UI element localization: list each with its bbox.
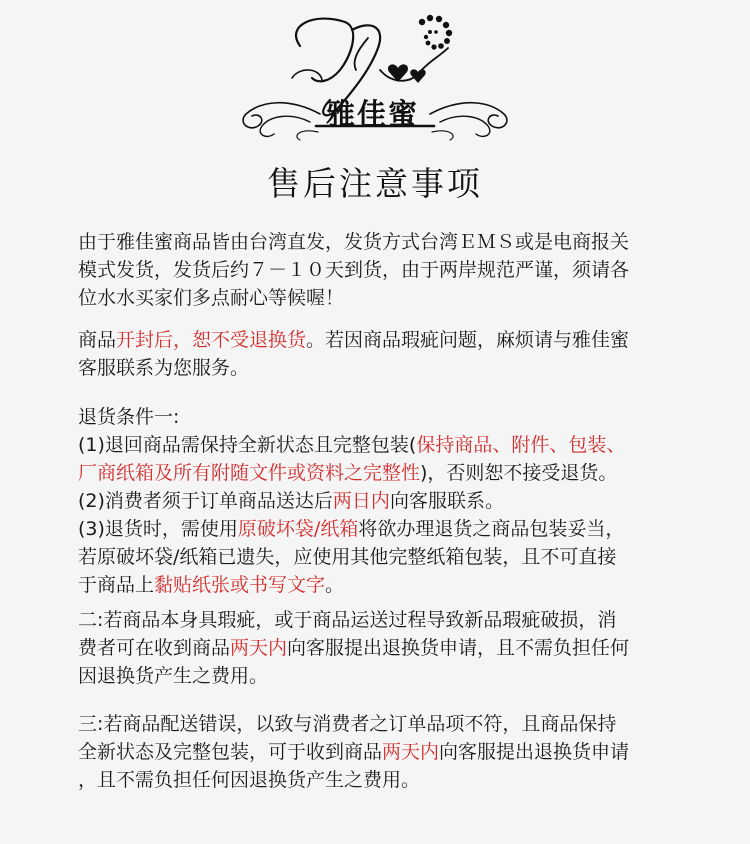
- text-span: 向客服联系。: [389, 490, 504, 512]
- return-conditions-section: [78, 403, 698, 599]
- highlight-text: 两天内: [382, 741, 440, 763]
- text-line: 由于雅佳蜜商品皆由台湾直发，发货方式台湾ＥＭＳ或是电商报关: [78, 231, 630, 253]
- text-line: [78, 571, 698, 599]
- highlight-text: 厂商纸箱及所有附随文件或资料之完整性: [78, 462, 421, 484]
- text-line: 二:若商品本身具瑕疵，或于商品运送过程导致新品瑕疵破损，消: [78, 609, 617, 631]
- highlight-text: 黏贴纸张或书写文字: [154, 574, 326, 596]
- text-line: 位水水买家们多点耐心等候喔！: [78, 287, 345, 309]
- text-span: 向客服提出退换货申请: [439, 741, 630, 763]
- text-line: [78, 515, 698, 543]
- brand-logo: [0, 0, 750, 150]
- text-span: 于商品上: [78, 574, 155, 596]
- highlight-text: 两天内: [230, 637, 288, 659]
- highlight-text: 两日内: [332, 490, 390, 512]
- text-span: 向客服提出退换货申请，且不需负担任何: [287, 637, 630, 659]
- text-line: [78, 634, 698, 662]
- text-span: 将欲办理退货之商品包装妥当，: [358, 518, 625, 540]
- text-span: 费者可在收到商品: [78, 637, 231, 659]
- text-line: [78, 487, 698, 515]
- page-title: 售后注意事项: [267, 164, 483, 203]
- text-span: (1)退回商品需保持全新状态且完整包装(: [78, 434, 417, 456]
- text-span: 全新状态及完整包装，可于收到商品: [78, 741, 383, 763]
- text-line: 因退换货产生之费用。: [78, 665, 269, 687]
- text-line: 若原破坏袋/纸箱已遗失，应使用其他完整纸箱包装，且不可直接: [78, 546, 617, 568]
- text-line: 模式发货，发货后约７－１０天到货，由于两岸规范严谨，须请各: [78, 259, 630, 281]
- text-line: 客服联系为您服务。: [78, 357, 250, 379]
- text-span: 。若因商品瑕疵问题，麻烦请与雅佳蜜: [306, 329, 630, 351]
- text-span: (3)退货时，需使用: [78, 518, 238, 540]
- text-line: 三:若商品配送错误，以致与消费者之订单品项不符，且商品保持: [78, 713, 617, 735]
- rule-two-paragraph: [78, 606, 698, 690]
- text-span: 商品: [78, 329, 117, 351]
- highlight-text: 开封后，恕不受退换货: [116, 329, 307, 351]
- highlight-text: 原破坏袋/纸箱: [237, 518, 359, 540]
- brand-name: 雅佳蜜: [326, 97, 420, 131]
- text-line: [78, 431, 698, 459]
- section-heading: 退货条件一:: [78, 406, 180, 428]
- text-span: 。: [325, 574, 345, 596]
- text-line: [78, 738, 698, 766]
- text-span: )，否则恕不接受退货。: [420, 462, 618, 484]
- text-line: [78, 326, 698, 354]
- rule-three-paragraph: [78, 710, 698, 794]
- highlight-text: 保持商品、附件、包装、: [416, 434, 626, 456]
- intro-paragraph: [78, 228, 698, 312]
- text-line: [78, 459, 698, 487]
- text-line: ，且不需负担任何因退换货产生之费用。: [78, 769, 421, 791]
- notice-paragraph: [78, 326, 698, 382]
- text-span: (2)消费者须于订单商品送达后: [78, 490, 333, 512]
